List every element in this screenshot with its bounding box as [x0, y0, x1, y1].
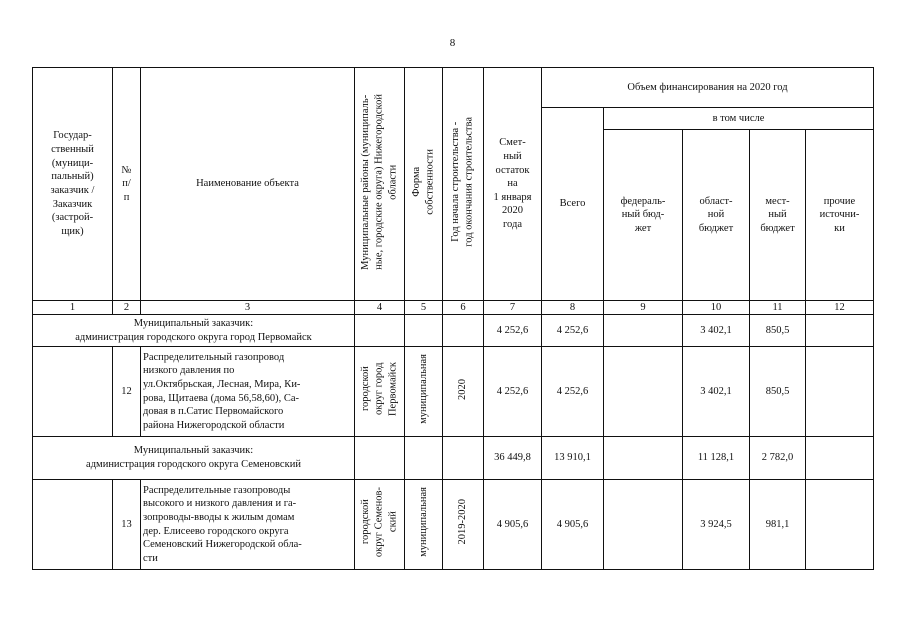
- col-num-7: 7: [484, 301, 542, 315]
- object-district: городской округ город Первомайск: [360, 362, 399, 417]
- object-ownership: муниципальная: [417, 487, 429, 558]
- group-regional: 3 402,1: [683, 315, 750, 347]
- header-other: прочие источни- ки: [806, 130, 874, 301]
- object-row-12: [33, 347, 874, 437]
- group-balance: 4 252,6: [484, 315, 542, 347]
- object-years: 2020: [457, 378, 469, 400]
- col-num-4: 4: [355, 301, 405, 315]
- object-regional: 3 924,5: [683, 480, 750, 570]
- group-local: 850,5: [750, 315, 806, 347]
- header-including: в том числе: [604, 108, 874, 130]
- object-other: [806, 480, 874, 570]
- object-ownership-cell: [405, 480, 443, 570]
- col-num-8: 8: [542, 301, 604, 315]
- header-districts-cell: [355, 68, 405, 301]
- empty-cell: [355, 315, 405, 347]
- group-regional: 11 128,1: [683, 437, 750, 480]
- object-total: 4 252,6: [542, 347, 604, 437]
- empty-cell: [443, 315, 484, 347]
- object-balance: 4 252,6: [484, 347, 542, 437]
- header-districts: Муниципальные районы (муниципаль- ные, городские округа) Нижегородской области: [360, 93, 399, 270]
- header-years-cell: [443, 68, 484, 301]
- object-district: городской округ Семенов- ский: [360, 487, 399, 558]
- object-federal: [604, 347, 683, 437]
- col-num-3: 3: [141, 301, 355, 315]
- object-district-cell: [355, 347, 405, 437]
- group-row-semenovsky: [33, 437, 874, 480]
- col-num-1: 1: [33, 301, 113, 315]
- object-district-cell: [355, 480, 405, 570]
- col-num-9: 9: [604, 301, 683, 315]
- group-federal: [604, 315, 683, 347]
- object-num: 13: [113, 480, 141, 570]
- col-num-11: 11: [750, 301, 806, 315]
- empty-cell: [405, 437, 443, 480]
- group-row-pervomaysk: [33, 315, 874, 347]
- header-num: № п/ п: [113, 68, 141, 301]
- object-federal: [604, 480, 683, 570]
- col-num-10: 10: [683, 301, 750, 315]
- header-object-name: Наименование объекта: [141, 68, 355, 301]
- group-federal: [604, 437, 683, 480]
- col-num-5: 5: [405, 301, 443, 315]
- object-local: 850,5: [750, 347, 806, 437]
- empty-cell: [355, 437, 405, 480]
- col-num-12: 12: [806, 301, 874, 315]
- object-regional: 3 402,1: [683, 347, 750, 437]
- group-title: Муниципальный заказчик: администрация городского округа Семеновский: [33, 437, 355, 480]
- object-balance: 4 905,6: [484, 480, 542, 570]
- header-customer: Государ- ственный (муници- пальный) заказчик / Заказчик (застрой- щик): [33, 68, 113, 301]
- group-other: [806, 315, 874, 347]
- header-ownership-cell: [405, 68, 443, 301]
- group-balance: 36 449,8: [484, 437, 542, 480]
- col-num-2: 2: [113, 301, 141, 315]
- object-other: [806, 347, 874, 437]
- group-title: Муниципальный заказчик: администрация городского округа город Первомайск: [33, 315, 355, 347]
- header-years: Год начала строительства - год окончания строительства: [450, 116, 475, 247]
- empty-cell: [443, 437, 484, 480]
- object-ownership: муниципальная: [417, 354, 429, 425]
- group-local: 2 782,0: [750, 437, 806, 480]
- header-financing: Объем финансирования на 2020 год: [542, 68, 874, 108]
- col-num-6: 6: [443, 301, 484, 315]
- header-total: Всего: [542, 108, 604, 301]
- object-years: 2019-2020: [457, 499, 469, 545]
- header-regional: област- ной бюджет: [683, 130, 750, 301]
- header-balance: Смет- ный остаток на 1 января 2020 года: [484, 68, 542, 301]
- object-num: 12: [113, 347, 141, 437]
- group-total: 13 910,1: [542, 437, 604, 480]
- group-other: [806, 437, 874, 480]
- empty-cell: [33, 347, 113, 437]
- financing-table: [32, 67, 874, 570]
- object-local: 981,1: [750, 480, 806, 570]
- object-name: Распределительные газопроводы высокого и низкого давления и га- зопроводы-вводы к жилым домам дер. Елисеево городского округа Семеновский Нижегородской обла- сти: [141, 480, 355, 570]
- page-number: 8: [449, 37, 456, 49]
- header-local: мест- ный бюджет: [750, 130, 806, 301]
- object-ownership-cell: [405, 347, 443, 437]
- object-years-cell: [443, 480, 484, 570]
- object-years-cell: [443, 347, 484, 437]
- object-name: Распределительный газопровод низкого давления по ул.Октябрьская, Лесная, Мира, Ки- рова, Щитаева (дома 56,58,60), Са- довая в п.Сатис Первомайского района Нижегородской области: [141, 347, 355, 437]
- object-total: 4 905,6: [542, 480, 604, 570]
- header-ownership: Форма собственности: [410, 148, 436, 215]
- header-federal: федераль- ный бюд- жет: [604, 130, 683, 301]
- group-total: 4 252,6: [542, 315, 604, 347]
- empty-cell: [33, 480, 113, 570]
- object-row-13: [33, 480, 874, 570]
- column-numbers-row: [33, 301, 874, 315]
- empty-cell: [405, 315, 443, 347]
